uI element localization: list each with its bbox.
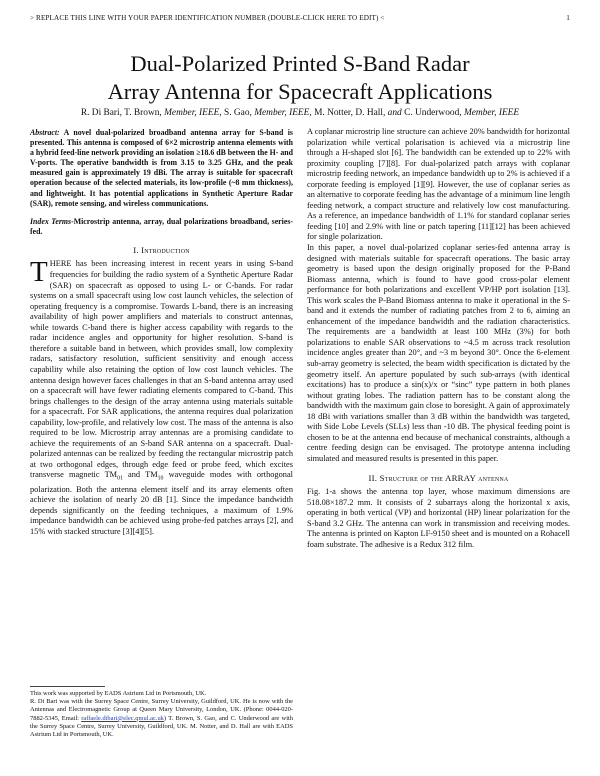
authors-part-4: C. Underwood, [401,108,464,118]
authors-and: and [387,108,402,118]
page-number: 1 [566,14,570,22]
section-1-number: I. [133,244,139,255]
abstract-label: Abstract: [30,128,60,137]
abstract [30,128,293,209]
author-email-link[interactable]: raffaele.dibari@elec.qmul.ac.uk [81,714,164,722]
drop-cap: T [30,256,48,289]
section-2-title: Structure of the ARRAY antenna [379,472,509,483]
author-list [30,108,570,118]
left-column [30,128,293,537]
introduction-paragraph [30,256,293,537]
index-terms-label: Index Terms [30,216,72,226]
section-heading-structure [307,473,570,484]
tm10-subscript: 10 [157,476,164,483]
section-heading-introduction [30,245,293,256]
page-header [30,14,570,22]
paper-title [30,50,570,106]
paper-id-placeholder[interactable]: > REPLACE THIS LINE WITH YOUR PAPER IDENTIFICATION NUMBER (DOUBLE-CLICK HERE TO EDIT) < [30,14,385,22]
right-paragraph-3: Fig. 1-a shows the antenna top layer, whose maximum dimensions are 518.08×187.2 mm. It consists of 2 subarrays along the horizontal x axis, operating in both vertical (VP) and horizontal (HP) linear polarization for the S-band 3.2 GHz. The antenna can work in transmission and receiving modes. The antenna is printed on Kapton LF-9150 sheet and is mounted on a Rohacell foam substrate. The adhesive is a Redux 312 film. [307,487,570,549]
footnote-affiliations [30,698,293,739]
footnote-affiliation-text: R. Di Bari was with the Surrey Space Centre, Surrey University, Guildford, UK. He is now with the Antennas and Electromagnetic Group at Queen Mary University, London, UK. (Phone: 0044-020-7882-5345, Email: [30,698,293,722]
abstract-text: A novel dual-polarized broadband antenna array for S-band is presented. This antenna is composed of 6×2 microstrip antenna elements with a hybrid feed-line network providing an isolation ≥18.6 dB between the H- and V-ports. The operative bandwidth is from 3.15 to 3.25 GHz, and the peak measured gain is approximately 19 dBi. The array is suitable for spacecraft operation because of the selected materials, its low-profile (~8 mm thickness), and lightweight. It has potential applications in Synthetic Aperture Radar (SAR), remote sensing, and wireless communications. [30,128,293,208]
right-column [307,127,570,550]
authors-part-3: , M. Notter, D. Hall, [309,108,388,118]
title-line-1: Dual-Polarized Printed S-Band Radar [130,51,470,76]
index-terms [30,217,293,237]
footnote-funding: This work was supported by EADS Astrium Ltd in Portsmouth, UK. [30,690,207,697]
authors-part-1: R. Di Bari, T. Brown, [80,108,165,118]
member-label-3: Member, IEEE [463,108,520,118]
index-terms-text: -Microstrip antenna, array, dual polarizations broadband, series-fed. [30,216,293,236]
authors-part-2: , S. Gao, [219,108,255,118]
right-paragraph-1: A coplanar microstrip line structure can achieve 20% bandwidth for horizontal polarization while vertical polarisation is achieved via a microstrip line through a H-shaped slot [6]. The bandwidth can be extended up to 22% with proximity coupling [7][8]. For dual-polarized patch arrays with coplanar microstrip feeding network, an impedance bandwidth up to 2% is achieved if a corporate feeding is employed [1][9]. However, the use of coplanar series as an alternative to corporate feeding has the advantage of a minimum line length feeding network, a compact structure and relatively low cost manufacturing. As a reference, an impedance bandwidth of 1.1% for standard coplanar series feeding [10] and 2.9% with line or patch tapering [11][12] has been achieved for single polarization. [307,127,570,242]
section-1-title: Introduction [141,244,190,255]
footnote [30,690,293,739]
right-paragraph-2: In this paper, a novel dual-polarized coplanar series-fed antenna array is designed with materials suitable for spacecraft operations. The basic array geometry is based upon the design originally proposed for the P-Band Biomass antenna, which is found to have good cross-polar element performance for both polarizations and excellent VP/HP port isolation [13]. This work scales the P-Band Biomass antenna to make it operational in the S-band and it extends the number of radiating patches from 2 to 6, aiming an enhancement of the impedance bandwidth and the radiation characteristics. The requirements are a bandwidth at least 100 MHz (3%) for both polarizations to enable SAR observations to ~4.5 m across track resolution incidence angles greater than 20°, and ~3 m beyond 30°. Once the 6-element sub-array geometry is selected, the beam width specification is dictated by the geometry itself. An aperture populated by such sub-arrays (with identical excitations) has to produce a sin(x)/x or “sinc” type pattern in both planes without grating lobes. The radiation pattern has to be constant along the bandwidth with the maximum gain close to boresight. A gain of approximately 18 dBi with variations smaller than 3 dB within the bandwidth was targeted, with Side Lobe Levels (SLLs) less than -10 dB. The physical feeding point is chosen to be at the antenna end because of mechanical constraints, although a centre feeding design can be envisaged. The prototype antenna including simulated and measured results is presented in this paper. [307,243,570,463]
intro-text-3: waveguide modes with orthogonal polarization. Both the antenna element itself and its array elements often achieve the isolation of nearly 20 dB [1]. Since the impedance bandwidth depends significantly on the feeding techniques, a maximum of 1.9% impedance bandwidth can be achieved using probe-fed patches arrays [2], and 15% with stacked structure [3][4][5]. [30,470,293,536]
intro-text-2: and TM [122,470,158,480]
member-label-2: Member, IEEE [254,108,310,118]
intro-text-1: HERE has been increasing interest in recent years in using S-band frequencies for building the radio system of a Synthetic Aperture Radar (SAR) on spacecraft as opposed to using L- or C-bands. For radar systems on a small spacecraft using low cost launch vehicles, the selection of operating frequency is a compromise. Towards L-band, there is an increasing availability of high power amplifiers and materials to construct antennas, while towards C-band there is higher access capability with regards to the radar incidence angles and opportunity for higher resolution. S-band is therefore a suitable band in between, which provides small, low complexity radars, satisfactory resolution, sufficient sensitivity and enough access capability while also retaining the option of low cost launch vehicles. The antenna design however faces challenges in that an S-band antenna array used on a spacecraft will have fewer radiating elements compared to C-band. This brings challenges to the design of the array antenna using materials suitable for a spacecraft. For SAR applications, the antenna requires dual polarization capability, low-profile, and relatively low cost. The mass of the antenna is also required to be low. Microstrip array antennas are a promising candidate to achieve the requirements of an S-band SAR antenna on a spacecraft. Dual-polarized antennas can be realized by feeding the rectangular microstrip patch at two orthogonal edges, through edge feed or probe feed, which excites transverse magnetic TM [30,259,293,480]
footnote-divider [30,686,105,687]
tm01-subscript: 01 [117,476,123,483]
title-line-2: Array Antenna for Spacecraft Applications [107,79,493,104]
footnote-affiliation-text-2: ) T. Brown, S. Gao, and C. Underwood are with the Surrey Space Centre, Surrey University, Guildford, UK. M. Notter, and D. Hall are with EADS Astrium Ltd in Portsmouth, UK. [30,714,293,739]
section-2-number: II. [368,472,378,483]
member-label-1: Member, IEEE [164,108,220,118]
